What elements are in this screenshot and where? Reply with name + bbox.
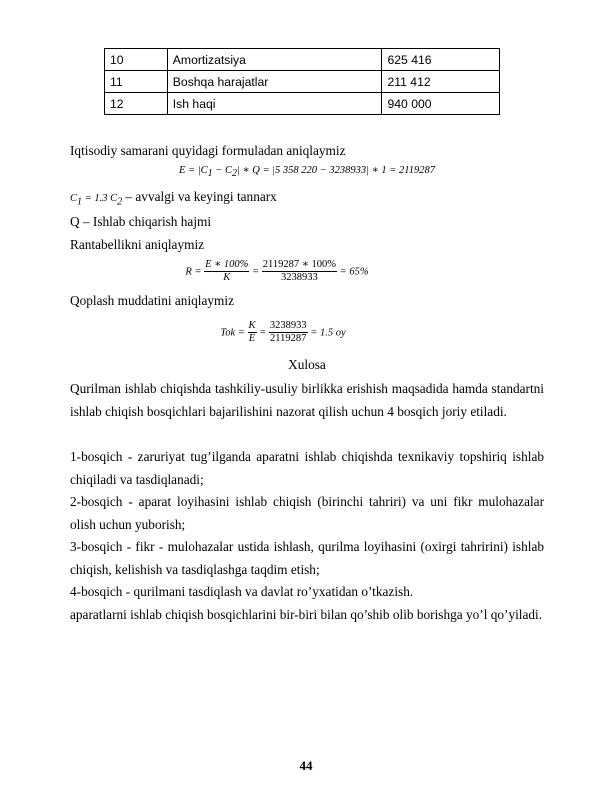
fraction-denominator: E xyxy=(248,333,256,344)
formula-rhs: | ∗ Q = |5 358 220 − 3238933| ∗ 1 = 2119287 xyxy=(236,165,435,176)
payback-fraction-2 xyxy=(269,320,308,345)
conclusion-heading: Xulosa xyxy=(288,357,326,372)
table-row xyxy=(105,49,500,71)
c1-symbol: C xyxy=(70,193,78,204)
row-number-cell: 11 xyxy=(105,71,168,93)
profitability-intro: Rantabellikni aniqlaymiz xyxy=(70,237,205,252)
formula-mid: − C xyxy=(212,165,232,176)
c1-value: = 1.3 C xyxy=(82,193,118,204)
row-value-cell: 940 000 xyxy=(382,93,500,115)
row-item-cell: Boshqa harajatlar xyxy=(167,71,382,93)
conclusion-paragraph-2: 1-bosqich - zaruriyat tug’ilganda aparatni ishlab chiqishda texnikaviy topshiriq ishlab chiqiladi va tasdiqlanadi; xyxy=(70,449,544,487)
fraction-denominator: 2119287 xyxy=(270,333,307,344)
q-definition: Q – Ishlab chiqarish hajmi xyxy=(70,214,212,229)
economic-effect-intro: Iqtisodiy samarani quyidagi formuladan aniqlaymiz xyxy=(70,143,346,158)
fraction-numerator: 3238933 xyxy=(269,320,307,331)
fraction-numerator: 2119287 ∗ 100% xyxy=(262,259,337,270)
profitability-fraction-2 xyxy=(262,259,337,284)
payback-formula: Tok = $\frac{K}{E}$ = $\frac{3238933}{2119287}$ = 1.5 oy xyxy=(220,320,346,344)
row-item-cell: Ish haqi xyxy=(167,93,382,115)
page-number: 44 xyxy=(299,758,313,773)
profitability-formula: R = $\frac{E ∗ 100\%}{K}$ = $\frac{2119287 ∗ 100\%}{3238933}$ = 65% xyxy=(185,259,369,283)
fraction-numerator: K xyxy=(248,320,256,331)
payback-result: = 1.5 oy xyxy=(307,327,346,339)
conclusion-paragraph-3: 2-bosqich - aparat loyihasini ishlab chiqish (birinchi tahriri) va uni fikr mulohazalar olish uchun yuborish; xyxy=(70,494,544,532)
row-item-cell: Amortizatsiya xyxy=(167,49,382,71)
row-number-cell: 12 xyxy=(105,93,168,115)
conclusion-paragraph-1: Qurilman ishlab chiqishda tashkiliy-usuliy birlikka erishish maqsadida hamda standartni ishlab chiqish bosqichlari bajarilishini nazorat qilish uchun 4 bosqich joriy etiladi. xyxy=(70,381,544,419)
profitability-result: = 65% xyxy=(337,266,369,278)
fraction-denominator: K xyxy=(223,272,231,283)
row-value-cell: 211 412 xyxy=(382,71,500,93)
table-row xyxy=(105,93,500,115)
conclusion-paragraph-6: aparatlarni ishlab chiqish bosqichlarini bir-biri bilan qo’shib olib borishga yo’l qo’yiladi. xyxy=(70,607,543,622)
payback-intro: Qoplash muddatini aniqlaymiz xyxy=(70,293,234,308)
payback-fraction-1 xyxy=(248,320,257,345)
row-value-cell: 625 416 xyxy=(382,49,500,71)
conclusion-paragraph-5: 4-bosqich - qurilmani tasdiqlash va davlat ro’yxatidan o’tkazish. xyxy=(70,584,414,599)
economic-effect-formula: $E = |C_1 - C_2|$ ∗ Q = |5 358 220 − 3238933| ∗ 1 = 2119287 xyxy=(179,165,435,180)
table-row xyxy=(105,71,500,93)
profitability-lhs: R = xyxy=(185,266,205,278)
c1-definition: $C_1 = 1.3$ $C_2$ – avvalgi va keyingi tannarx xyxy=(70,189,277,208)
conclusion-paragraph-4: 3-bosqich - fikr - mulohazalar ustida ishlash, qurilma loyihasini (oxirgi tahririni) ishlab chiqish, kelishish va tasdiqlashga taqdim etish; xyxy=(70,539,544,577)
row-number-cell: 10 xyxy=(105,49,168,71)
payback-lhs: Tok = xyxy=(220,327,248,339)
c1-text: – avvalgi va keyingi tannarx xyxy=(122,189,277,204)
profitability-fraction-1 xyxy=(204,259,249,284)
formula-lhs: E = |C xyxy=(179,165,208,176)
fraction-denominator: 3238933 xyxy=(281,272,318,283)
fraction-numerator: E ∗ 100% xyxy=(205,259,249,270)
cost-table xyxy=(104,48,500,115)
